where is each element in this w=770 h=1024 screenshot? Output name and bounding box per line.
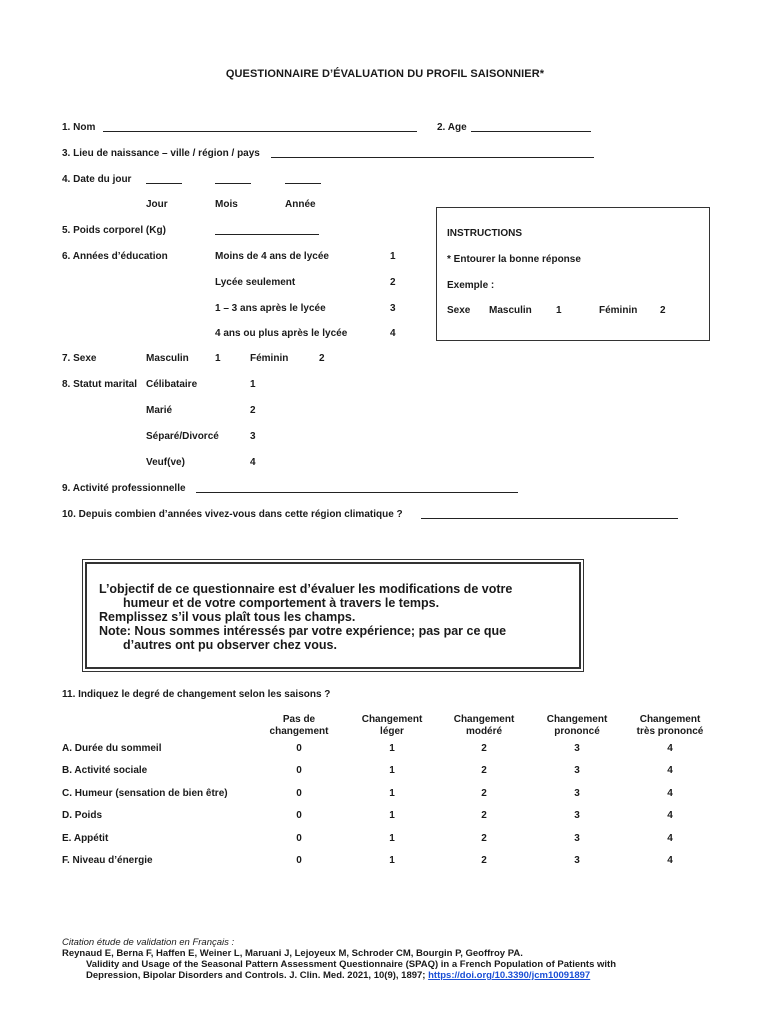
rating-option[interactable]: 0 (296, 832, 302, 844)
rating-option[interactable]: 0 (296, 787, 302, 799)
citation-intro: Citation étude de validation en Français : (62, 937, 235, 948)
column-header (637, 714, 704, 738)
rating-option[interactable]: 4 (667, 810, 673, 822)
rating-option[interactable]: 4 (667, 743, 673, 754)
header-line: Pas de (282, 714, 316, 725)
example-sexe: Sexe (447, 305, 471, 316)
objective-line: L’objectif de ce questionnaire est d’évaluer les modifications de votre (99, 582, 513, 596)
column-header (362, 714, 423, 738)
marital-code[interactable]: 4 (250, 457, 256, 468)
table-row-label: C. Humeur (sensation de bien être) (62, 787, 228, 799)
rating-option[interactable]: 2 (481, 787, 487, 799)
rating-option[interactable]: 1 (389, 765, 395, 777)
marital-option: Veuf(ve) (146, 457, 185, 468)
example-male: Masculin (489, 305, 532, 316)
years-in-region-label: 10. Depuis combien d’années vivez-vous dans cette région climatique ? (62, 509, 403, 520)
education-label: 6. Années d’éducation (62, 251, 168, 262)
example-female: Féminin (599, 305, 638, 316)
table-row-label: A. Durée du sommeil (62, 743, 162, 754)
day-field[interactable] (146, 183, 182, 184)
age-field[interactable] (471, 131, 591, 132)
header-line: changement (269, 726, 329, 737)
year-caption: Année (285, 199, 316, 210)
rating-option[interactable]: 0 (296, 765, 302, 777)
rating-option[interactable]: 1 (389, 787, 395, 799)
rating-option[interactable]: 3 (574, 743, 580, 754)
column-header (547, 714, 608, 738)
objective-line: humeur et de votre comportement à travers le temps. (123, 596, 440, 610)
rating-option[interactable]: 1 (389, 743, 395, 754)
example-female-code: 2 (660, 305, 666, 316)
header-line: Changement (639, 714, 701, 725)
header-line: très prononcé (636, 726, 704, 737)
education-code[interactable]: 4 (390, 328, 396, 339)
marital-code[interactable]: 3 (250, 431, 256, 442)
table-row-label: B. Activité sociale (62, 765, 148, 777)
education-option: 4 ans ou plus après le lycée (215, 328, 348, 339)
rating-option[interactable]: 3 (574, 832, 580, 844)
education-code[interactable]: 2 (390, 277, 396, 288)
month-field[interactable] (215, 183, 251, 184)
column-header (454, 714, 515, 738)
seasonal-change-label: 11. Indiquez le degré de changement selon les saisons ? (62, 689, 331, 700)
weight-field[interactable] (215, 234, 319, 235)
citation-journal-text: Depression, Bipolar Disorders and Controls. J. Clin. Med. 2021, 10(9), 1897; (86, 970, 426, 981)
rating-option[interactable]: 2 (481, 832, 487, 844)
table-row-label: D. Poids (62, 810, 103, 822)
rating-option[interactable]: 1 (389, 855, 395, 866)
citation-authors: Reynaud E, Berna F, Haffen E, Weiner L, Maruani J, Lejoyeux M, Schroder CM, Bourgin P, Geoffroy PA. (62, 948, 523, 959)
rating-option[interactable]: 3 (574, 810, 580, 822)
birthplace-field[interactable] (271, 157, 594, 158)
marital-option: Célibataire (146, 379, 198, 390)
rating-option[interactable]: 3 (574, 855, 580, 866)
sex-male-code[interactable]: 1 (215, 353, 221, 364)
weight-label: 5. Poids corporel (Kg) (62, 225, 166, 236)
education-code[interactable]: 1 (390, 251, 396, 262)
rating-option[interactable]: 2 (481, 810, 487, 822)
sex-male: Masculin (146, 353, 189, 364)
header-line: prononcé (554, 726, 600, 737)
objective-line: d’autres ont pu observer chez vous. (123, 638, 337, 652)
years-in-region-field[interactable] (421, 518, 678, 519)
example-label: Exemple : (447, 280, 495, 291)
rating-option[interactable]: 0 (296, 810, 302, 822)
header-line: Changement (361, 714, 423, 725)
table-row-label: F. Niveau d’énergie (62, 855, 153, 866)
rating-option[interactable]: 0 (296, 855, 302, 866)
rating-option[interactable]: 3 (574, 765, 580, 777)
objective-line: Note: Nous sommes intéressés par votre expérience; pas par ce que (99, 624, 507, 638)
marital-code[interactable]: 2 (250, 405, 256, 416)
sex-label: 7. Sexe (62, 353, 97, 364)
year-field[interactable] (285, 183, 321, 184)
doi-link[interactable]: https://doi.org/10.3390/jcm10091897 (428, 970, 591, 981)
rating-option[interactable]: 1 (389, 832, 395, 844)
rating-option[interactable]: 2 (481, 743, 487, 754)
day-caption: Jour (146, 199, 168, 210)
rating-option[interactable]: 3 (574, 787, 580, 799)
age-label: 2. Age (437, 122, 467, 133)
rating-option[interactable]: 4 (667, 832, 673, 844)
occupation-field[interactable] (196, 492, 518, 493)
instructions-text: * Entourer la bonne réponse (447, 254, 581, 265)
rating-option[interactable]: 2 (481, 765, 487, 777)
table-row-label: E. Appétit (62, 832, 109, 844)
citation-title: Validity and Usage of the Seasonal Pattern Assessment Questionnaire (SPAQ) in a French Population of Patients with (86, 959, 616, 970)
citation-journal (86, 970, 590, 981)
rating-option[interactable]: 2 (481, 855, 487, 866)
instructions-box (436, 207, 710, 341)
name-label: 1. Nom (62, 122, 96, 133)
marital-option: Séparé/Divorcé (146, 431, 219, 442)
objective-box (85, 562, 581, 669)
header-line: modéré (465, 726, 503, 737)
marital-label: 8. Statut marital (62, 379, 138, 390)
name-field[interactable] (103, 131, 417, 132)
header-line: Changement (546, 714, 608, 725)
rating-option[interactable]: 1 (389, 810, 395, 822)
rating-option[interactable]: 0 (296, 743, 302, 754)
rating-option[interactable]: 4 (667, 765, 673, 777)
sex-female-code[interactable]: 2 (319, 353, 325, 364)
page-title: QUESTIONNAIRE D’ÉVALUATION DU PROFIL SAISONNIER* (225, 68, 545, 80)
education-code[interactable]: 3 (390, 303, 396, 314)
date-label: 4. Date du jour (62, 174, 132, 185)
occupation-label: 9. Activité professionnelle (62, 483, 186, 494)
header-line: léger (380, 726, 404, 737)
education-option: Moins de 4 ans de lycée (215, 251, 329, 262)
objective-line: Remplissez s’il vous plaît tous les champs. (99, 610, 356, 624)
column-header (270, 714, 329, 738)
education-option: Lycée seulement (215, 277, 296, 288)
header-line: Changement (453, 714, 515, 725)
birthplace-label: 3. Lieu de naissance – ville / région / pays (62, 148, 260, 159)
marital-option: Marié (146, 405, 173, 416)
education-option: 1 – 3 ans après le lycée (215, 303, 326, 314)
marital-code[interactable]: 1 (250, 379, 256, 390)
instructions-heading: INSTRUCTIONS (447, 228, 522, 239)
rating-option[interactable]: 4 (667, 855, 673, 866)
rating-option[interactable]: 4 (667, 787, 673, 799)
month-caption: Mois (215, 199, 238, 210)
sex-female: Féminin (250, 353, 289, 364)
example-male-code: 1 (556, 305, 562, 316)
